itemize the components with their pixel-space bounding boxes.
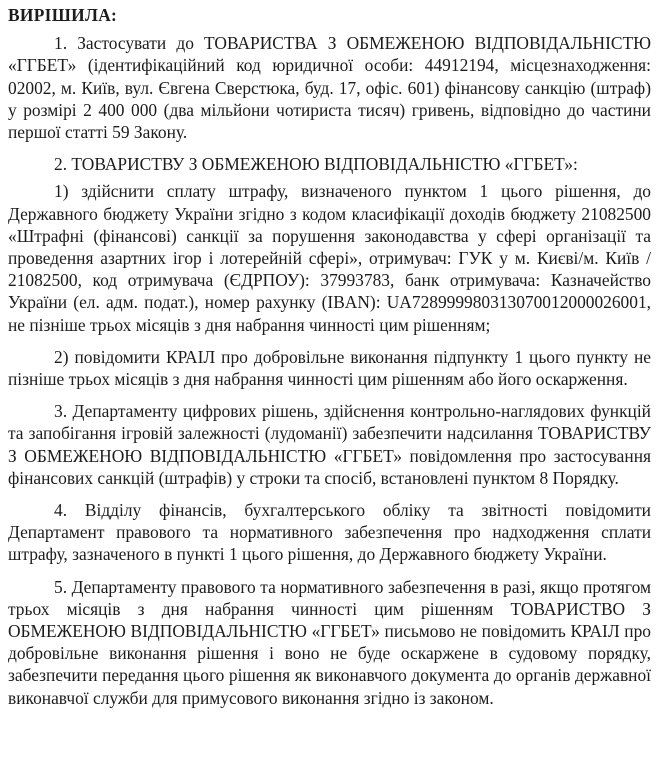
subparagraph-2-2-notify: 2) повідомити КРАІЛ про добровільне виконання підпункту 1 цього пункту не пізніше трьох місяців з дня набрання чинності цим рішенням або його оскарження. [8,346,651,390]
paragraph-3-digital-department: 3. Департаменту цифрових рішень, здійснення контрольно-наглядових функцій та запобігання ігровій залежності (лудоманії) забезпечити надсилання ТОВАРИСТВУ З ОБМЕЖЕНОЮ ВІДПОВІДАЛЬНІСТЮ «ГГБЕТ» повідомлення про застосування фінансових санкцій (штрафів) у строки та спосіб, встановлені пунктом 8 Порядку. [8,401,651,488]
decision-heading: ВИРІШИЛА: [8,5,118,25]
paragraph-2-company-obligations: 2. ТОВАРИСТВУ З ОБМЕЖЕНОЮ ВІДПОВІДАЛЬНІСТЮ «ГГБЕТ»: [54,154,578,175]
paragraph-1-sanction: 1. Застосувати до ТОВАРИСТВА З ОБМЕЖЕНОЮ ВІДПОВІДАЛЬНІСТЮ «ГГБЕТ» (ідентифікаційний код юридичної особи: 44912194, місцезнаходження: 02002, м. Київ, вул. Євгена Сверстюка, буд. 17, офіс. 601) фінансову санкцію (штраф) у розмірі 2 400 000 (два мільйони чотириста тисяч) гривень, відповідно до частини першої статті 59 Закону. [8,33,651,143]
subparagraph-2-1-payment: 1) здійснити сплату штрафу, визначеного пунктом 1 цього рішення, до Державного бюджету України згідно з кодом класифікації доходів бюджету 21082500 «Штрафні (фінансові) санкції за порушення законодавства у сфері організації та проведення азартних ігор і лотерейній сфері», отримувач: ГУК у м. Києві/м. Київ / 21082500, код отримувача (ЄДРПОУ): 37993783, банк отримувача: Казначейство України (ел. адм. подат.), номер рахунку (IBAN): UA728999980313070012000026001, не пізніше трьох місяців з дня набрання чинності цим рішенням; [8,181,651,335]
paragraph-5-legal-department: 5. Департаменту правового та нормативного забезпечення в разі, якщо протягом трьох місяців з дня набрання чинності цим рішенням ТОВАРИСТВО З ОБМЕЖЕНОЮ ВІДПОВІДАЛЬНІСТЮ «ГГБЕТ» письмово не повідомить КРАІЛ про добровільне виконання рішення і воно не буде оскаржене в судовому порядку, забезпечити передання цього рішення як виконавчого документа до органів державної виконавчої служби для примусового виконання згідно із законом. [8,576,651,708]
paragraph-4-finance-department: 4. Відділу фінансів, бухгалтерського обліку та звітності повідомити Департамент правового та нормативного забезпечення про надходження сплати штрафу, зазначеного в пункті 1 цього рішення, до Державного бюджету України. [8,500,651,565]
